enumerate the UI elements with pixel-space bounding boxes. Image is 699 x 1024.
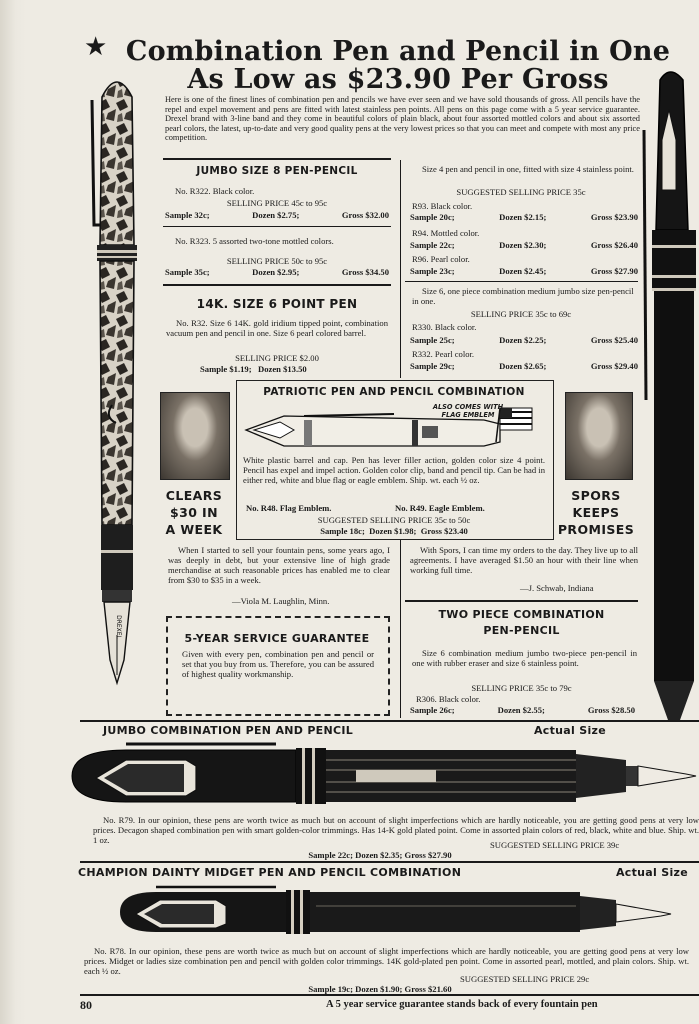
size4-r94-desc: R94. Mottled color. (412, 228, 480, 238)
size4-r96-prices (410, 266, 638, 276)
gross-price: Gross $25.40 (590, 335, 638, 345)
gross-price: Gross $26.40 (590, 240, 638, 250)
sample-price: Sample 23c; (410, 266, 455, 276)
right-shout-line-1: SPORS (571, 488, 621, 503)
dozen-price: Dozen $2.30; (499, 240, 547, 250)
portrait-photo-right (565, 392, 633, 480)
right-testimonial-author: —J. Schwab, Indiana (520, 583, 594, 593)
jumbo-combo-suggested: SUGGESTED SELLING PRICE 39c (490, 840, 620, 850)
dozen-price: Dozen $13.50 (258, 364, 307, 374)
sample-price: Sample 18c; (320, 526, 365, 536)
patriotic-heading: PATRIOTIC PEN AND PENCIL COMBINATION (263, 386, 525, 398)
left-shout-line-1: CLEARS (165, 488, 223, 503)
twopiece-heading-line-2: PEN-PENCIL (483, 624, 560, 637)
sample-price: Sample 22c; (410, 240, 455, 250)
divider (405, 600, 638, 602)
champion-desc: No. R78. In our opinion, these pens are worth twice as much but on account of slight imperfections which are hardly noticeable, you are getting good pens at very low prices. Midget or ladies size combination pen and pencil with golden color trimmings. 14K gold-plated pen point. Come in assorted pearl, mottled, and plain colors. Ship. wt. each ½ oz. (84, 946, 689, 976)
dozen-price: Dozen $2.15; (499, 212, 547, 222)
size6-r332-prices (410, 361, 638, 371)
twopiece-price: SELLING PRICE 35c to 79c (471, 683, 572, 693)
portrait-photo-left (160, 392, 230, 480)
k14-desc: No. R32. Size 6 14K. gold iridium tipped point, combination vacuum pen and pencil in one. Size 6 pearl colored barrel. (166, 318, 388, 338)
divider (405, 281, 638, 282)
champion-pen-illustration (116, 884, 676, 940)
size4-intro: Size 4 pen and pencil in one, fitted with size 4 stainless point. (422, 164, 634, 174)
binding-shadow (0, 0, 26, 1024)
footer-rule (80, 994, 699, 996)
right-pen-illustration (638, 70, 699, 720)
page-number: 80 (80, 998, 92, 1012)
patriotic-prices (238, 526, 550, 536)
headline-line-2: As Low as $23.90 Per Gross (187, 64, 609, 95)
size4-suggested: SUGGESTED SELLING PRICE 35c (456, 187, 586, 197)
gross-price: Gross $32.00 (341, 210, 389, 220)
right-shout-line-3: PROMISES (557, 522, 635, 537)
twopiece-heading-line-1: TWO PIECE COMBINATION (438, 608, 605, 621)
footer-tagline: A 5 year service guarantee stands back of every fountain pen (326, 999, 598, 1010)
divider (163, 226, 391, 227)
size4-r96-desc: R96. Pearl color. (412, 254, 470, 264)
champion-prices: Sample 19c; Dozen $1.90; Gross $21.60 (308, 984, 452, 994)
left-testimonial-author: —Viola M. Laughlin, Minn. (232, 596, 330, 606)
gross-price: Gross $29.40 (590, 361, 638, 371)
gross-price: Gross $28.50 (587, 705, 635, 715)
champion-suggested: SUGGESTED SELLING PRICE 29c (460, 974, 590, 984)
size4-r93-desc: R93. Black color. (412, 201, 473, 211)
section-rule (80, 720, 699, 722)
pen-brand-text: DREXEL (115, 615, 122, 639)
twopiece-r306: R306. Black color. (416, 694, 481, 704)
sample-price: Sample 20c; (410, 212, 455, 222)
patriotic-desc: White plastic barrel and cap. Pen has lever filler action, golden color size 4 point. Pencil has expel and impel action. Golden color clip, band and pencil tip. Can be had in either red, white and blue flag or eagle emblem. Ship. wt. each ½ oz. (243, 455, 545, 485)
jumbo-combo-desc: No. R79. In our opinion, these pens are worth twice as much but on account of slight imperfections which are hardly noticeable, you are getting good pens at very low prices. Decagon shaped combination pen with smart golden-color trimmings. Has 14-K gold plated point. Come in assorted plain colors of red, black, white and blue. Ship. wt. 1 oz. (93, 815, 699, 845)
jumbo8-heading: JUMBO SIZE 8 PEN-PENCIL (196, 165, 358, 177)
column-divider (400, 540, 401, 718)
k14-price: SELLING PRICE $2.00 (235, 353, 319, 363)
gross-price: Gross $23.40 (420, 526, 468, 536)
sample-price: Sample 25c; (410, 335, 455, 345)
size4-r93-prices (410, 212, 638, 222)
twopiece-prices (410, 705, 635, 715)
section-rule (80, 861, 699, 863)
size6-r332-desc: R332. Pearl color. (412, 349, 475, 359)
size6-price: SELLING PRICE 35c to 69c (470, 309, 572, 319)
star-icon: ★ (84, 32, 108, 61)
patriotic-callout: ALSO COMES WITH FLAG EMBLEM (432, 403, 504, 419)
champion-heading: CHAMPION DAINTY MIDGET PEN AND PENCIL COMBINATION (78, 866, 462, 879)
patriotic-suggested: SUGGESTED SELLING PRICE 35c to 50c (317, 515, 471, 525)
dozen-price: Dozen $2.45; (499, 266, 547, 276)
size6-intro: Size 6, one piece combination medium jumbo size pen-pencil in one. (412, 286, 634, 306)
intro-paragraph: Here is one of the finest lines of combination pen and pencils we have ever seen and we have sold thousands of gross. All pencils have the repel and expel movement and pens are fitted with latest stainless pen points. All pens on this page come with a 5 year service guarantee. Drexel brand with 3-line band and they come in beautiful colors of plain black, about four assorted mottled colors and about six assorted pearl colors, the latest, up-to-date and very good quality pens at the very lowest prices so that you can meet and compete with most any price competition. (165, 95, 640, 143)
patriotic-r48: No. R48. Flag Emblem. (246, 503, 332, 513)
sample-price: Sample 26c; (410, 705, 455, 715)
jumbo-combo-heading: JUMBO COMBINATION PEN AND PENCIL (103, 724, 354, 737)
dozen-price: Dozen $2.25; (499, 335, 547, 345)
guarantee-text: Given with every pen, combination pen and pencil or set that you buy from us. Therefore, you can be assured of highest quality workmanship. (182, 649, 374, 679)
champion-actual-size: Actual Size (615, 866, 688, 879)
dozen-price: Dozen $2.95; (252, 267, 300, 277)
left-pen-illustration (80, 75, 155, 690)
dozen-price: Dozen $2.75; (252, 210, 300, 220)
k14-heading: 14K. SIZE 6 POINT PEN (196, 297, 358, 311)
jumbo8-r323-desc: No. R323. 5 assorted two-tone mottled colors. (175, 236, 334, 246)
left-shout-line-3: A WEEK (165, 522, 223, 537)
jumbo8-r323-price: SELLING PRICE 50c to 95c (226, 256, 328, 266)
jumbo-combo-actual-size: Actual Size (533, 724, 606, 737)
sample-price: Sample 29c; (410, 361, 455, 371)
divider (163, 158, 391, 160)
gross-price: Gross $27.90 (590, 266, 638, 276)
dozen-price: Dozen $1.98; (369, 526, 417, 536)
jumbo-combo-pen-illustration (66, 740, 699, 812)
right-shout-line-2: KEEPS (572, 505, 620, 520)
k14-prices (200, 364, 307, 374)
jumbo8-r323-prices (165, 267, 389, 277)
guarantee-heading: 5-YEAR SERVICE GUARANTEE (184, 632, 370, 645)
headline-line-1: Combination Pen and Pencil in One (125, 36, 671, 67)
left-shout-line-2: $30 IN (170, 505, 218, 520)
size4-r94-prices (410, 240, 638, 250)
dozen-price: Dozen $2.55; (497, 705, 545, 715)
jumbo8-r322-prices (165, 210, 389, 220)
column-divider (400, 160, 401, 378)
jumbo8-r322-price: SELLING PRICE 45c to 95c (226, 198, 328, 208)
left-testimonial-quote: When I started to sell your fountain pens, some years ago, I was deeply in debt, but your extensive line of high grade merchandise at such reasonable prices has enabled me to clear from $30 to $35 in a week. (168, 545, 390, 585)
sample-price: Sample 32c; (165, 210, 210, 220)
size6-r330-prices (410, 335, 638, 345)
size6-r330-desc: R330. Black color. (412, 322, 477, 332)
twopiece-desc: Size 6 combination medium jumbo two-piece pen-pencil in one with rubber eraser and size 6 stainless point. (412, 648, 637, 668)
sample-price: Sample $1.19; (200, 364, 252, 374)
gross-price: Gross $23.90 (590, 212, 638, 222)
jumbo8-r322-desc: No. R322. Black color. (175, 186, 255, 196)
sample-price: Sample 35c; (165, 267, 210, 277)
gross-price: Gross $34.50 (341, 267, 389, 277)
dozen-price: Dozen $2.65; (499, 361, 547, 371)
jumbo-combo-prices: Sample 22c; Dozen $2.35; Gross $27.90 (308, 850, 452, 860)
right-testimonial-quote: With Spors, I can time my orders to the day. They live up to all agreements. I have averaged $1.50 an hour with their line when working full time. (410, 545, 638, 575)
patriotic-r49: No. R49. Eagle Emblem. (395, 503, 485, 513)
divider (163, 284, 391, 286)
